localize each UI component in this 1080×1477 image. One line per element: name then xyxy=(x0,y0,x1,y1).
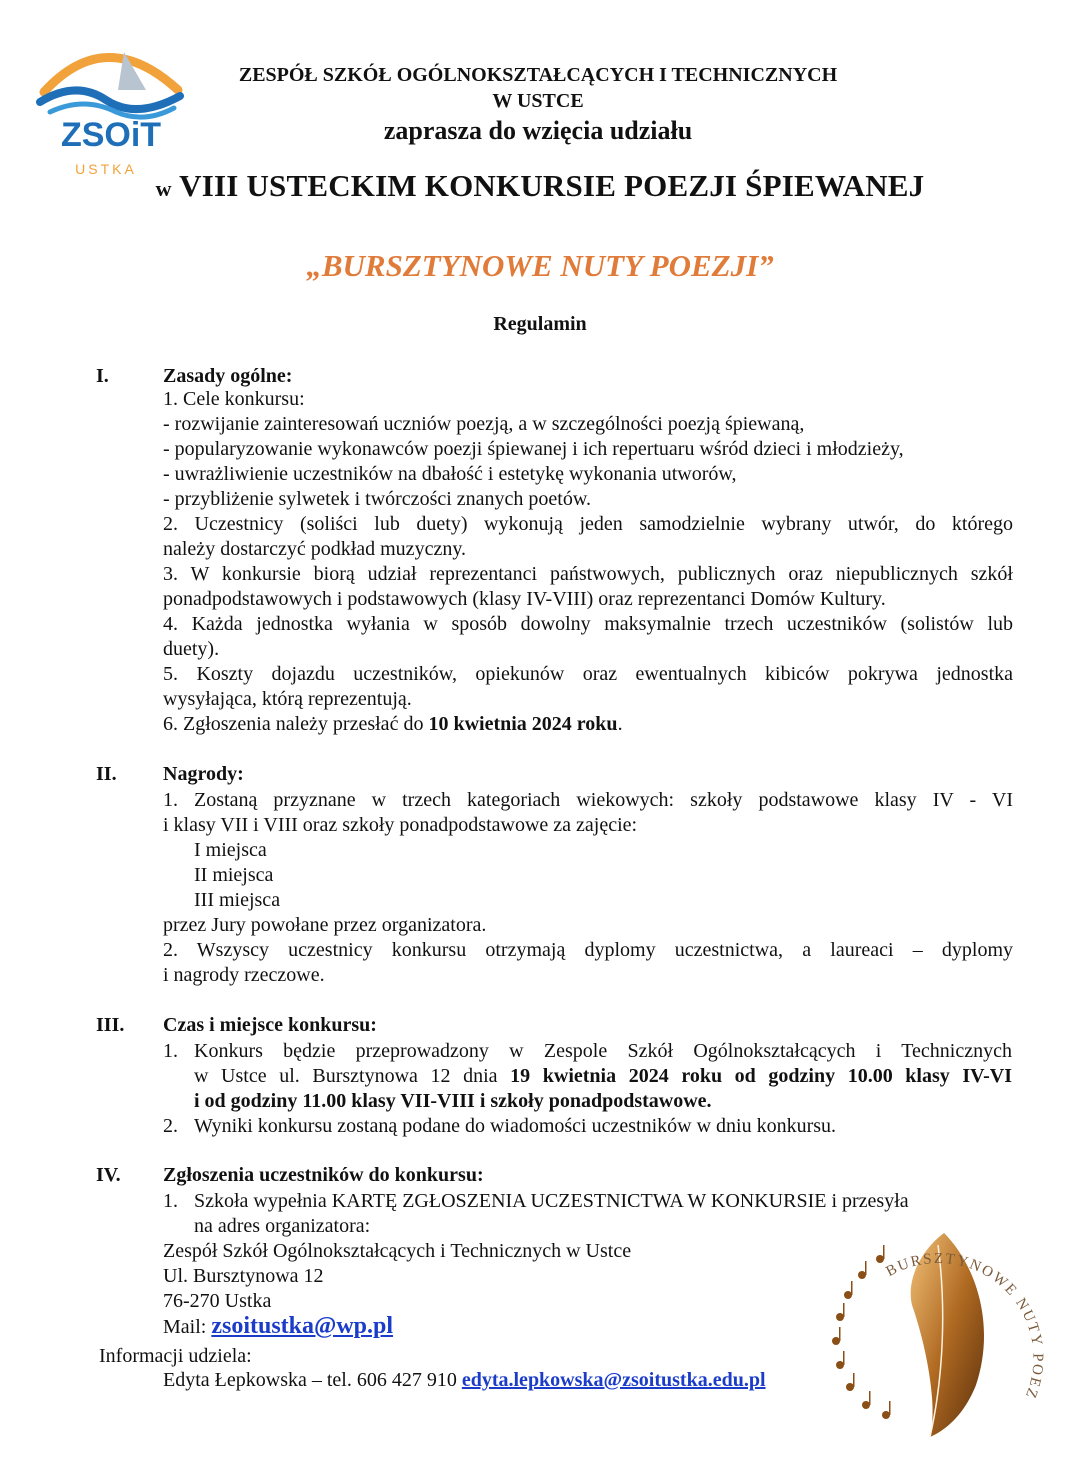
text-line: 2. Wszyscy uczestnicy konkursu otrzymają dyplomy uczestnictwa, a laureaci – dyplomy xyxy=(163,939,1013,961)
deadline-line: 6. Zgłoszenia należy przesłać do 10 kwietnia 2024 roku. xyxy=(163,713,623,735)
section-number: III. xyxy=(96,1014,125,1036)
item-number: 1. xyxy=(163,1040,178,1062)
address-line: Ul. Bursztynowa 12 xyxy=(163,1265,324,1287)
logo-subtext: USTKA xyxy=(75,161,137,177)
section-title: Nagrody: xyxy=(163,763,244,785)
text-line: 1. Cele konkursu: xyxy=(163,388,305,410)
mail-link[interactable]: zsoitustka@wp.pl xyxy=(211,1313,394,1339)
text-line: - rozwijanie zainteresowań uczniów poezją, a w szczególności poezją śpiewaną, xyxy=(163,413,805,435)
contest-title xyxy=(0,168,1080,204)
contest-emblem xyxy=(826,1225,1056,1445)
music-notes-icon xyxy=(832,1245,891,1419)
text-line: - popularyzowanie wykonawców poezji śpiewanej i ich repertuaru wśród dzieci i młodzieży, xyxy=(163,438,904,460)
text-line: na adres organizatora: xyxy=(194,1215,371,1237)
section-title: Zasady ogólne: xyxy=(163,365,293,387)
text-line: - uwrażliwienie uczestników na dbałość i estetykę wykonania utworów, xyxy=(163,463,737,485)
section-title: Czas i miejsce konkursu: xyxy=(163,1014,377,1036)
contest-date: 19 kwietnia 2024 roku od godziny 10.00 klasy IV-VI xyxy=(510,1065,1013,1087)
text-line: - przybliżenie sylwetek i twórczości znanych poetów. xyxy=(163,488,591,510)
text-line: Konkurs będzie przeprowadzony w Zespole Szkół Ogólnokształcących i Technicznych xyxy=(194,1040,1012,1062)
mail-label: Mail: xyxy=(163,1316,212,1338)
info-label: Informacji udziela: xyxy=(99,1345,252,1367)
text-line: wysyłająca, którą reprezentują. xyxy=(163,688,412,710)
section-number: IV. xyxy=(96,1164,121,1186)
text-line: Szkoła wypełnia KARTĘ ZGŁOSZENIA UCZESTNICTWA W KONKURSIE i przesyła xyxy=(194,1190,909,1212)
section-title: Zgłoszenia uczestników do konkursu: xyxy=(163,1164,484,1186)
text-line: przez Jury powołane przez organizatora. xyxy=(163,914,487,936)
section-number: I. xyxy=(96,365,109,387)
section-number: II. xyxy=(96,763,117,785)
invitation-text: zaprasza do wzięcia udziału xyxy=(383,116,693,145)
logo-text: ZSOiT xyxy=(60,116,162,154)
deadline-date: 10 kwietnia 2024 roku xyxy=(428,713,618,735)
text-line: Wyniki konkursu zostaną podane do wiadomości uczestników w dniu konkursu. xyxy=(194,1115,837,1137)
time-line: i od godziny 11.00 klasy VII-VIII i szkoły ponadpodstawowe. xyxy=(194,1090,712,1112)
text-line: 1. Zostaną przyznane w trzech kategoriach wiekowych: szkoły podstawowe klasy IV - VI xyxy=(163,789,1013,811)
text-line: i nagrody rzeczowe. xyxy=(163,964,325,986)
contest-subtitle: „BURSZTYNOWE NUTY POEZJI” xyxy=(306,248,774,283)
prize-item: I miejsca xyxy=(194,839,267,861)
contest-prefix: w xyxy=(155,176,172,201)
text-line: ponadpodstawowych i podstawowych (klasy IV-VIII) oraz reprezentanci Domów Kultury. xyxy=(163,588,886,610)
prize-item: III miejsca xyxy=(194,889,281,911)
school-logo xyxy=(36,30,186,180)
text-line: 3. W konkursie biorą udział reprezentanci państwowych, publicznych oraz niepublicznych szkół xyxy=(163,563,1013,585)
item-number: 1. xyxy=(163,1190,178,1212)
text-line: 4. Każda jednostka wyłania w sposób dowolny maksymalnie trzech uczestników (solistów lub xyxy=(163,613,1013,635)
school-name-line1: ZESPÓŁ SZKÓŁ OGÓLNOKSZTAŁCĄCYCH I TECHNICZNYCH xyxy=(238,64,838,86)
regulations-heading: Regulamin xyxy=(493,313,587,335)
text-line: należy dostarczyć podkład muzyczny. xyxy=(163,538,467,560)
item-number: 2. xyxy=(163,1115,178,1137)
text-line: i klasy VII i VIII oraz szkoły ponadpodstawowe za zajęcie: xyxy=(163,814,638,836)
school-name-line2: W USTCE xyxy=(492,90,584,112)
contact-person: Edyta Łepkowska – tel. 606 427 910 xyxy=(163,1369,462,1391)
text-line: 5. Koszty dojazdu uczestników, opiekunów oraz ewentualnych kibiców pokrywa jednostka xyxy=(163,663,1013,685)
text-line: 2. Uczestnicy (soliści lub duety) wykonują jeden samodzielnie wybrany utwór, do którego xyxy=(163,513,1013,535)
contact-email-link[interactable]: edyta.lepkowska@zsoitustka.edu.pl xyxy=(461,1369,766,1391)
text-line: duety). xyxy=(163,638,220,660)
contest-name: VIII USTECKIM KONKURSIE POEZJI ŚPIEWANEJ xyxy=(179,168,925,203)
address-line: Zespół Szkół Ogólnokształcących i Technicznych w Ustce xyxy=(163,1240,632,1262)
emblem-text: BURSZTYNOWE NUTY POEZ xyxy=(883,1250,1046,1402)
prize-item: II miejsca xyxy=(194,864,274,886)
address-line: 76-270 Ustka xyxy=(163,1290,272,1312)
date-line: w Ustce ul. Bursztynowa 12 dnia 19 kwietnia 2024 roku od godziny 10.00 klasy IV-VI xyxy=(194,1065,1013,1087)
